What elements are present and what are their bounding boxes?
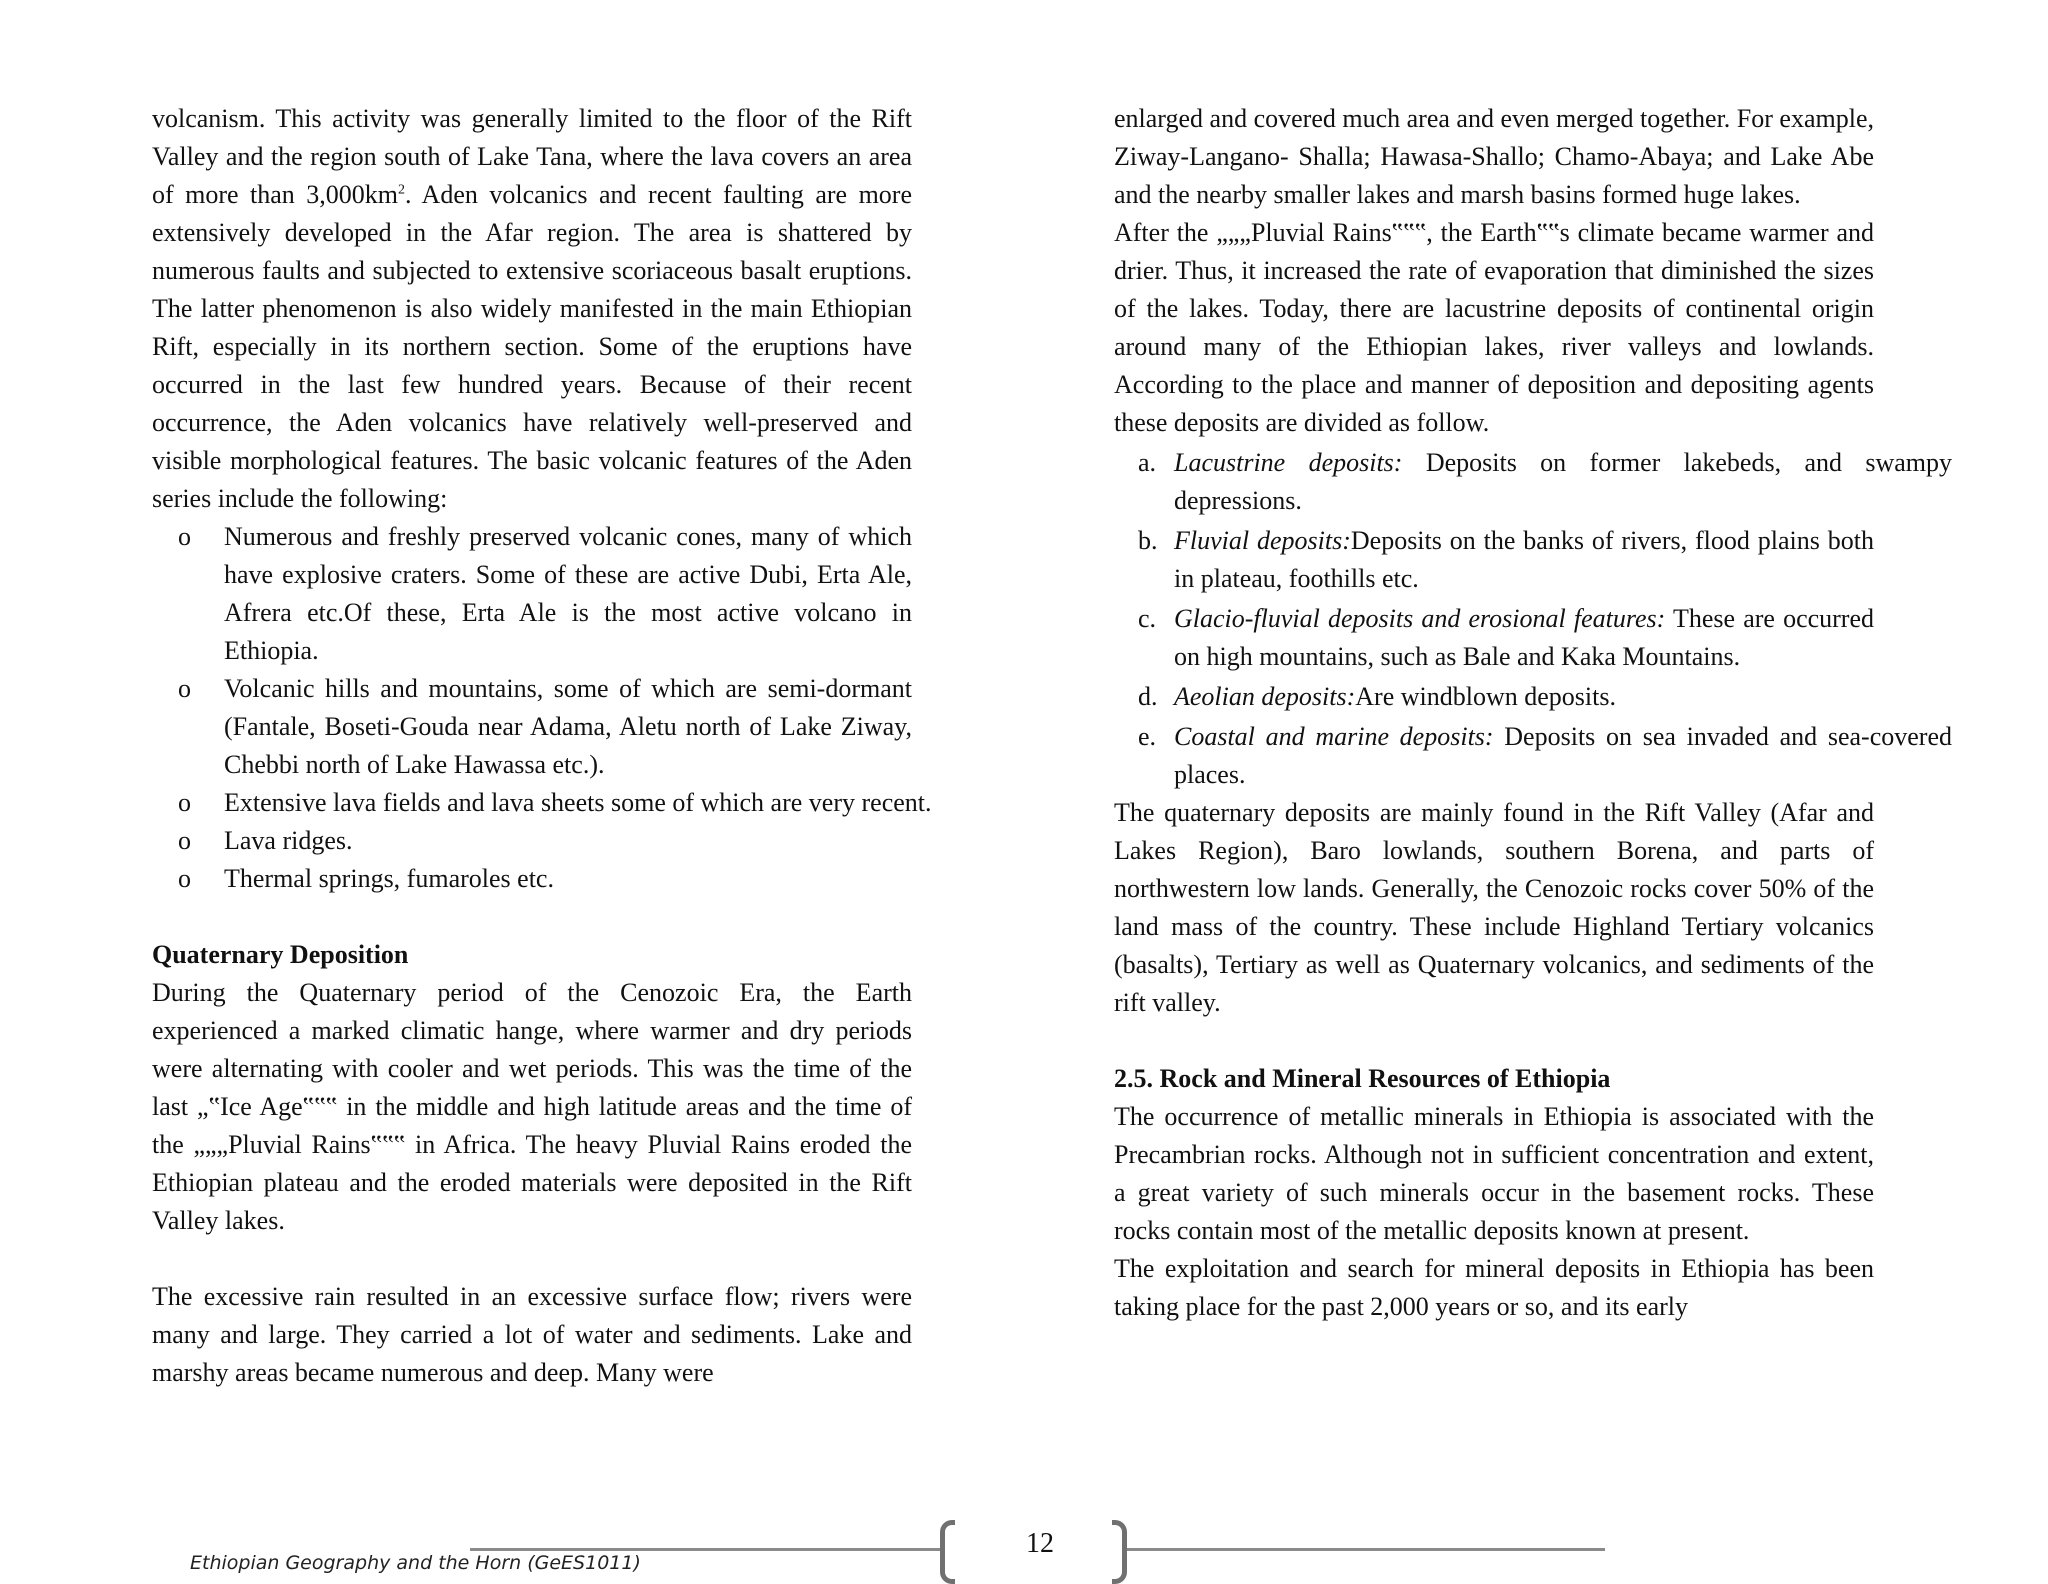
footer-rule-left	[470, 1548, 940, 1551]
paragraph: The quaternary deposits are mainly found in the Rift Valley (Afar and Lakes Region), Baro lowlands, southern Borena, and parts of northwestern low lands. Generally, the Cenozoic rocks cover 50% of the land mass of the country. These include Highland Tertiary volcanics (basalts), Tertiary as well as Quaternary volcanics, and sediments of the rift valley.	[1114, 798, 1874, 1017]
list-item: o Numerous and freshly preserved volcanic cones, many of which have explosive craters. Some of these are active Dubi, Erta Ale, Afrera etc.Of these, Erta Ale is the most active volcano in Ethiopia.	[152, 518, 912, 670]
right-brace-icon	[1112, 1520, 1127, 1584]
list-item: o Extensive lava fields and lava sheets some of which are very recent.	[152, 784, 990, 822]
course-title: Ethiopian Geography and the Horn (GeES1011)	[190, 1552, 641, 1574]
list-item: o Lava ridges.	[152, 822, 912, 860]
paragraph: The occurrence of metallic minerals in Ethiopia is associated with the Precambrian rocks. Although not in sufficient concentration and extent, a great variety of such minerals occur in the basement rocks. These rocks contain most of the metallic deposits known at present.	[1114, 1102, 1874, 1245]
list-item: d. Aeolian deposits:Are windblown deposits.	[1138, 682, 1616, 711]
paragraph: volcanism. This activity was generally limited to the floor of the Rift Valley and the region south of Lake Tana, where the lava covers an area of more than $3,000km^2$. Aden volcanics and recent faulting are more extensively developed in the Afar region. The area is shattered by numerous faults and subjected to extensive scoriaceous basalt eruptions. The latter phenomenon is also widely manifested in the main Ethiopian Rift, especially in its northern section. Some of the eruptions have occurred in the last few hundred years. Because of their recent occurrence, the Aden volcanics have relatively well-preserved and visible morphological features. The basic volcanic features of the Aden series include the following:	[152, 104, 913, 513]
deposit-list	[1114, 444, 1952, 794]
paragraph: The exploitation and search for mineral deposits in Ethiopia has been taking place for the past 2,000 years or so, and its early	[1114, 1254, 1874, 1321]
paragraph: The excessive rain resulted in an excessive surface flow; rivers were many and large. They carried a lot of water and sediments. Lake and marshy areas became numerous and deep. Many were	[152, 1282, 912, 1387]
list-item: c. Glacio-fluvial deposits and erosional features: These are occurred on high mountains, such as Bale and Kaka Mountains.	[1138, 604, 1875, 671]
footer-rule-right	[1127, 1548, 1605, 1551]
bullet-list	[152, 518, 932, 898]
section-heading: 2.5. Rock and Mineral Resources of Ethiopia	[1114, 1064, 1611, 1093]
page-number: 12	[1026, 1528, 1054, 1559]
paragraph: enlarged and covered much area and even merged together. For example, Ziway-Langano- Shalla; Hawasa-Shallo; Chamo-Abaya; and Lake Abe and the nearby smaller lakes and marsh basins formed huge lakes.	[1114, 104, 1874, 209]
section-heading: Quaternary Deposition	[152, 940, 409, 969]
list-item: b. Fluvial deposits:Deposits on the banks of rivers, flood plains both in plateau, foothills etc.	[1138, 526, 1874, 593]
list-item: e. Coastal and marine deposits: Deposits on sea invaded and sea-covered places.	[1138, 722, 1952, 789]
right-column	[1114, 100, 1952, 1326]
list-item: o Thermal springs, fumaroles etc.	[152, 860, 912, 898]
list-item: a. Lacustrine deposits: Deposits on former lakebeds, and swampy depressions.	[1138, 448, 1952, 515]
left-column	[152, 100, 932, 1392]
list-item: o Volcanic hills and mountains, some of which are semi-dormant (Fantale, Boseti-Gouda near Adama, Aletu north of Lake Ziway, Chebbi north of Lake Hawassa etc.).	[152, 670, 912, 784]
paragraph: After the „„„Pluvial Rains‟‟‟, the Earth‟‟s climate became warmer and drier. Thus, it increased the rate of evaporation that diminished the sizes of the lakes. Today, there are lacustrine deposits of continental origin around many of the Ethiopian lakes, river valleys and lowlands. According to the place and manner of deposition and depositing agents these deposits are divided as follow.	[1114, 218, 1874, 437]
left-brace-icon	[940, 1520, 955, 1584]
paragraph: During the Quaternary period of the Cenozoic Era, the Earth experienced a marked climatic hange, where warmer and dry periods were alternating with cooler and wet periods. This was the time of the last „‟Ice Age‟‟‟ in the middle and high latitude areas and the time of the „„„Pluvial Rains‟‟‟ in Africa. The heavy Pluvial Rains eroded the Ethiopian plateau and the eroded materials were deposited in the Rift Valley lakes.	[152, 978, 912, 1235]
